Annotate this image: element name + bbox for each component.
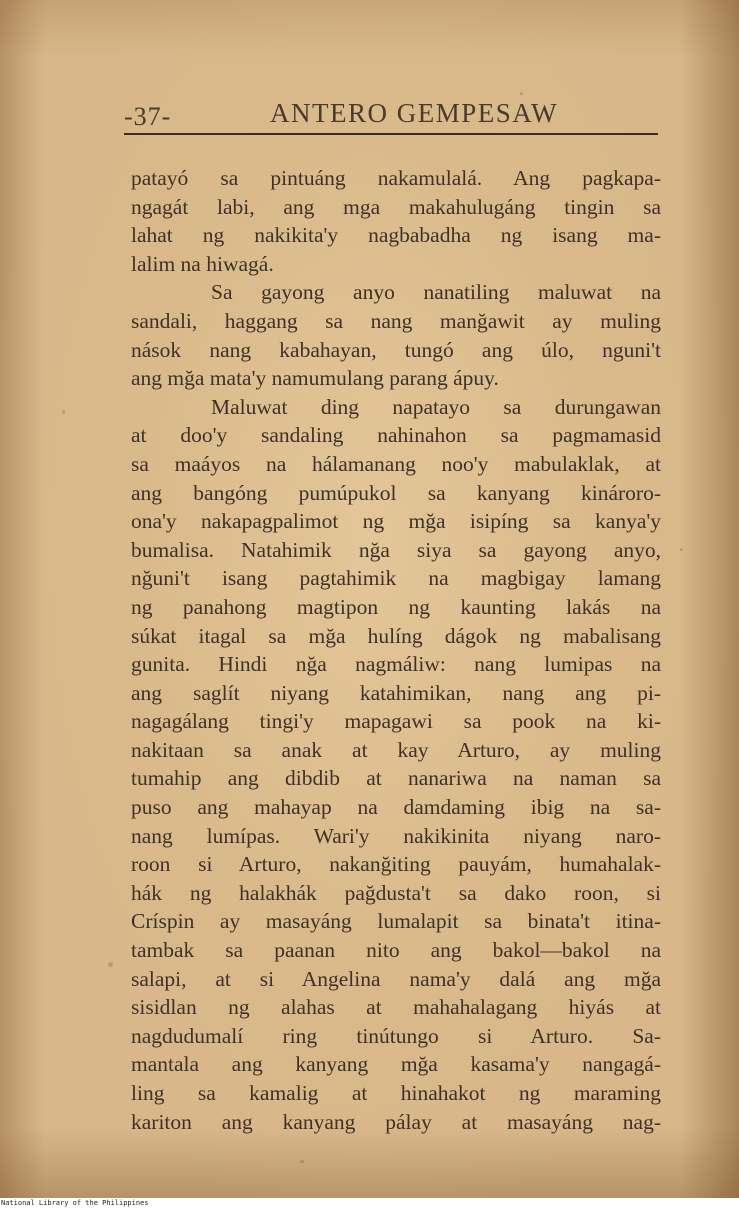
paper-speckle (62, 410, 65, 414)
text-line: nagdudumalí ring tinútungo si Arturo. Sa- (131, 1023, 661, 1048)
text-line: lahat ng nakikita'y nagbabadha ng isang ma- (131, 223, 661, 248)
text-line: roon si Arturo, nakanğiting pauyám, humahalak- (131, 852, 661, 877)
library-credit: National Library of the Philippines (1, 1199, 149, 1207)
text-line: nagagálang tingi'y mapagawi sa pook na ki- (131, 709, 661, 734)
text-line: nakitaan sa anak at kay Arturo, ay muling (131, 737, 661, 762)
text-line: ang saglít niyang katahimikan, nang ang pi- (131, 680, 661, 705)
text-line: nğuni't isang pagtahimik na magbigay lamang (131, 566, 661, 591)
paper-speckle (300, 1160, 304, 1163)
paper-speckle (680, 548, 683, 551)
text-line: ng panahong magtipon ng kaunting lakás na (131, 594, 661, 619)
text-line: nang lumípas. Wari'y nakikinita niyang naro- (131, 823, 661, 848)
text-line: ona'y nakapagpalimot ng mğa isipíng sa kanya'y (131, 509, 661, 534)
page-number: -37- (124, 102, 172, 131)
text-line: ling sa kamalig at hinahakot ng maraming (131, 1081, 661, 1105)
text-line: sa maáyos na hálamanang noo'y mabulaklak, at (131, 451, 661, 476)
text-line: bumalisa. Natahimik nğa siya sa gayong anyo, (131, 537, 661, 562)
text-line: puso ang mahayap na damdaming ibig na sa- (131, 795, 661, 820)
text-line: tambak sa paanan nito ang bakol—bakol na (131, 938, 661, 963)
text-line: ang bangóng pumúpukol sa kanyang kinároro- (131, 480, 661, 505)
body-text (131, 164, 661, 1136)
text-line: hák ng halakhák pağdusta't sa dako roon, si (131, 880, 661, 905)
text-line: nások nang kabahayan, tungó ang úlo, nguni't (131, 337, 661, 362)
text-line: at doo'y sandaling nahinahon sa pagmamasid (131, 423, 661, 448)
text-line: tumahip ang dibdib at nanariwa na naman sa (131, 766, 661, 791)
text-line: ngagát labi, ang mga makahulugáng tingin sa (131, 194, 661, 219)
text-line: gunita. Hindi nğa nagmáliw: nang lumipas na (131, 652, 661, 677)
text-line: kariton ang kanyang pálay at masayáng nag- (131, 1109, 661, 1134)
paper-speckle (520, 92, 523, 95)
page-header (124, 96, 658, 136)
text-line: mantala ang kanyang mğa kasama'y nangagá- (131, 1052, 661, 1077)
running-title: ANTERO GEMPESAW (270, 98, 559, 128)
text-line: Maluwat ding napatayo sa durungawan (211, 394, 661, 419)
paper-speckle (108, 962, 113, 967)
text-line: Sa gayong anyo nanatiling maluwat na (211, 280, 661, 305)
text-line: sisidlan ng alahas at mahahalagang hiyás at (131, 995, 661, 1020)
text-line: sandali, haggang sa nang manğawit ay muling (131, 308, 661, 333)
text-line: Críspin ay masayáng lumalapit sa binata't itina- (131, 909, 661, 934)
text-line: súkat itagal sa mğa hulíng dágok ng mabalisang (131, 623, 661, 648)
header-rule (124, 133, 658, 135)
text-line: patayó sa pintuáng nakamulalá. Ang pagkapa- (131, 166, 661, 190)
text-line: ang mğa mata'y namumulang parang ápuy. (131, 366, 499, 391)
text-line: salapi, at si Angelina nama'y dalá ang mğa (131, 966, 661, 991)
text-line: lalim na hiwagá. (131, 251, 274, 276)
